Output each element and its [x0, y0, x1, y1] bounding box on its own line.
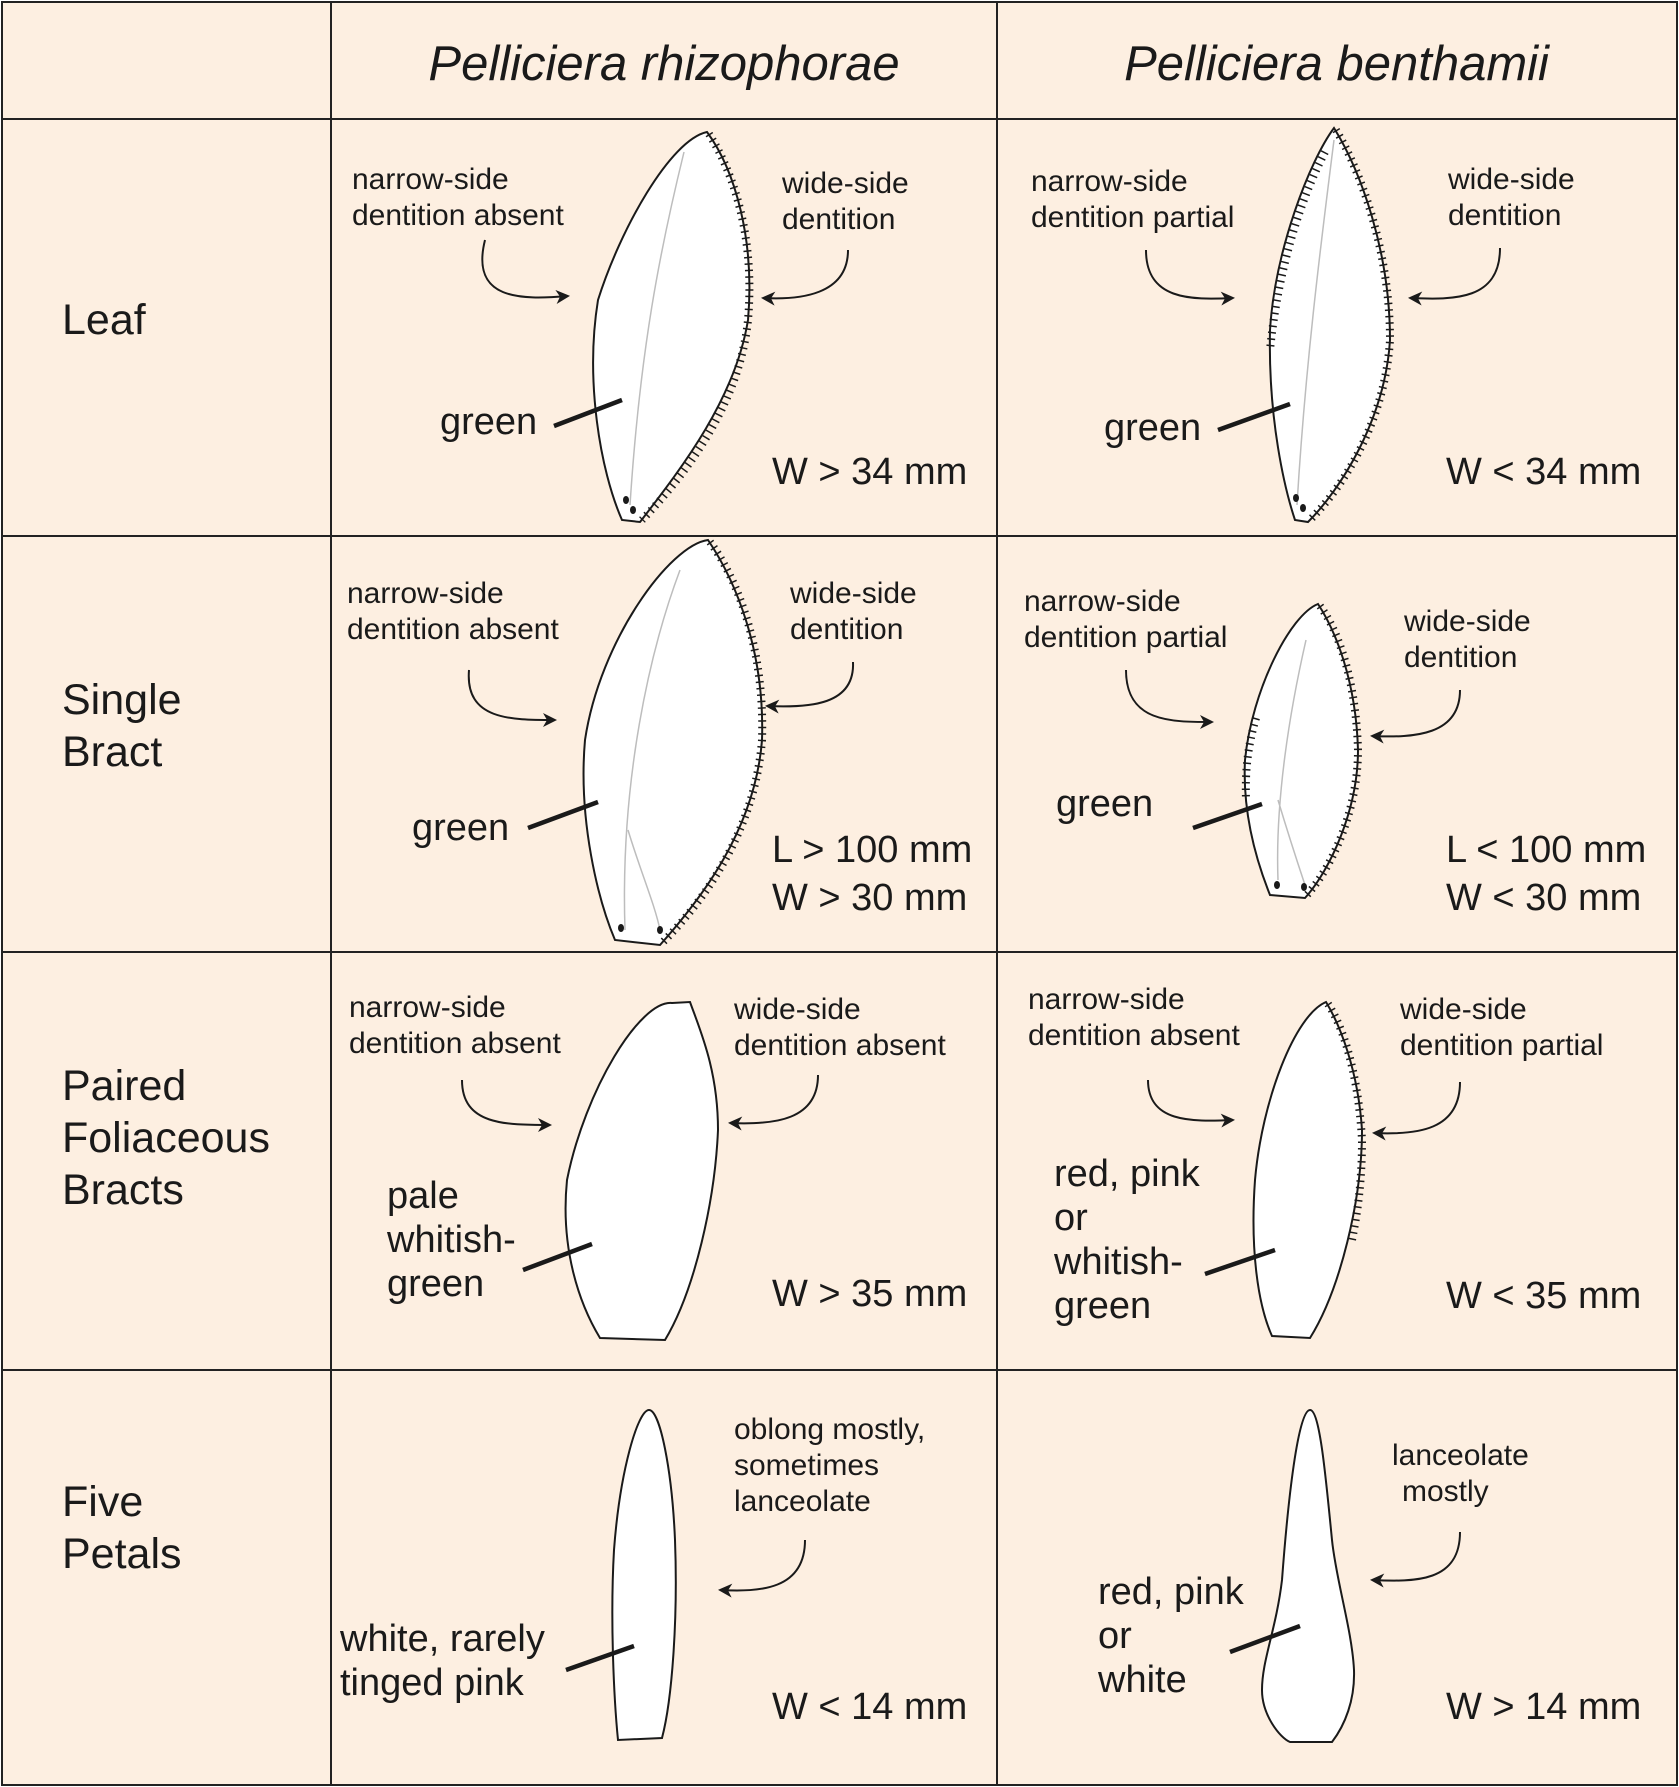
- annotation-line: wide-side: [1448, 163, 1575, 196]
- petal-outline: [612, 1410, 675, 1740]
- annotation-line: dentition partial: [1031, 201, 1235, 234]
- color-label-line: green: [412, 807, 510, 849]
- bract-base-gland: [618, 924, 624, 932]
- annotation-line: narrow-side: [349, 991, 506, 1024]
- paired-bract-outline: [566, 1002, 718, 1340]
- measure-line: W > 30 mm: [772, 877, 968, 919]
- color-label-line: green: [440, 401, 538, 443]
- paired-benthamii-drawing: [1148, 1002, 1460, 1338]
- narrow-side-arrow: [462, 1080, 550, 1125]
- leaf-benthamii-drawing: [1146, 128, 1500, 522]
- row-label-line: Leaf: [62, 296, 146, 344]
- bract-rhizophorae-drawing: [469, 540, 853, 945]
- petals-benthamii-drawing: [1230, 1410, 1460, 1742]
- measure-line: W > 14 mm: [1446, 1686, 1642, 1728]
- annotation-line: wide-side: [790, 577, 917, 610]
- measure-line: L > 100 mm: [772, 829, 973, 871]
- leaf-outline: [1270, 128, 1390, 522]
- bract-outline: [584, 540, 763, 945]
- row-label-line: Bracts: [62, 1166, 184, 1214]
- species-header-rhizophorae: Pelliciera rhizophorae: [428, 37, 900, 91]
- row-label-line: Five: [62, 1478, 144, 1526]
- annotation-line: dentition absent: [349, 1027, 561, 1060]
- row-label-line: Foliaceous: [62, 1114, 270, 1162]
- color-label-line: red, pink: [1098, 1571, 1244, 1613]
- annotation-line: dentition partial: [1024, 621, 1228, 654]
- color-label-line: white, rarely: [340, 1618, 545, 1660]
- annotation-line: lanceolate: [734, 1485, 871, 1518]
- narrow-side-arrow: [1146, 250, 1233, 299]
- measure-line: W < 35 mm: [1446, 1275, 1642, 1317]
- bract-base-gland: [1274, 881, 1280, 889]
- bract-outline: [1245, 604, 1358, 898]
- color-label-line: green: [1056, 783, 1154, 825]
- color-label-line: red, pink: [1054, 1153, 1200, 1195]
- narrow-side-arrow: [482, 240, 568, 297]
- wide-side-arrow: [1374, 1082, 1460, 1133]
- annotation-line: narrow-side: [352, 163, 509, 196]
- color-label-line: green: [1104, 407, 1202, 449]
- leaf-base-gland: [623, 496, 629, 504]
- measure-line: W < 30 mm: [1446, 877, 1642, 919]
- row-label-line: Bract: [62, 728, 163, 776]
- row-label-line: Single: [62, 676, 182, 724]
- species-header-benthamii: Pelliciera benthamii: [1124, 37, 1549, 91]
- annotation-line: narrow-side: [1031, 165, 1188, 198]
- measure-line: W > 35 mm: [772, 1273, 968, 1315]
- annotation-line: dentition: [790, 613, 904, 646]
- annotation-line: dentition: [1404, 641, 1518, 674]
- annotation-line: wide-side: [1404, 605, 1531, 638]
- color-label-line: or: [1098, 1615, 1132, 1657]
- paired-rhizophorae-drawing: [462, 1002, 818, 1340]
- annotation-line: wide-side: [1400, 993, 1527, 1026]
- wide-side-arrow: [763, 250, 848, 298]
- row-label-line: Paired: [62, 1062, 187, 1110]
- annotation-line: wide-side: [734, 993, 861, 1026]
- color-label-line: green: [1054, 1285, 1152, 1327]
- narrow-side-arrow: [1148, 1080, 1233, 1121]
- wide-side-arrow: [767, 662, 853, 706]
- leaf-base-gland: [1300, 504, 1306, 512]
- bract-base-gland: [657, 926, 663, 934]
- row-label-line: Petals: [62, 1530, 182, 1578]
- petal-outline: [1262, 1410, 1354, 1742]
- measure-line: L < 100 mm: [1446, 829, 1647, 871]
- bract-base-gland: [1301, 883, 1307, 891]
- leaf-outline: [593, 132, 749, 522]
- annotation-line: dentition absent: [347, 613, 559, 646]
- leaf-rhizophorae-drawing: [482, 132, 848, 522]
- measure-line: W < 34 mm: [1446, 451, 1642, 493]
- annotation-line: lanceolate: [1392, 1439, 1529, 1472]
- annotation-line: narrow-side: [1024, 585, 1181, 618]
- annotation-line: narrow-side: [347, 577, 504, 610]
- wide-side-arrow: [1410, 248, 1500, 299]
- annotation-line: dentition: [782, 203, 896, 236]
- color-label-line: white: [1098, 1659, 1187, 1701]
- color-label-line: pale: [387, 1175, 459, 1217]
- color-label-line: green: [387, 1263, 485, 1305]
- bract-benthamii-drawing: [1126, 604, 1460, 898]
- color-label-line: or: [1054, 1197, 1088, 1239]
- leaf-base-gland: [630, 506, 636, 514]
- narrow-side-arrow: [469, 670, 555, 720]
- measure-line: W > 34 mm: [772, 451, 968, 493]
- annotation-line: dentition partial: [1400, 1029, 1604, 1062]
- annotation-line: sometimes: [734, 1449, 880, 1482]
- annotation-line: dentition absent: [1028, 1019, 1240, 1052]
- annotation-line: wide-side: [782, 167, 909, 200]
- shape-arrow: [720, 1540, 805, 1590]
- petals-rhizophorae-drawing: [566, 1410, 805, 1740]
- annotation-line: oblong mostly,: [734, 1413, 926, 1446]
- color-label-line: tinged pink: [340, 1662, 524, 1704]
- measure-line: W < 14 mm: [772, 1686, 968, 1728]
- shape-arrow: [1372, 1532, 1460, 1581]
- annotation-line: mostly: [1402, 1475, 1489, 1508]
- leaf-base-gland: [1293, 494, 1299, 502]
- color-label-line: whitish-: [1054, 1241, 1183, 1283]
- narrow-side-arrow: [1126, 670, 1212, 722]
- wide-side-arrow: [1372, 690, 1460, 736]
- annotation-line: narrow-side: [1028, 983, 1185, 1016]
- annotation-line: dentition absent: [734, 1029, 946, 1062]
- annotation-line: dentition absent: [352, 199, 564, 232]
- annotation-line: dentition: [1448, 199, 1562, 232]
- wide-side-arrow: [730, 1075, 818, 1123]
- color-label-line: whitish-: [387, 1219, 516, 1261]
